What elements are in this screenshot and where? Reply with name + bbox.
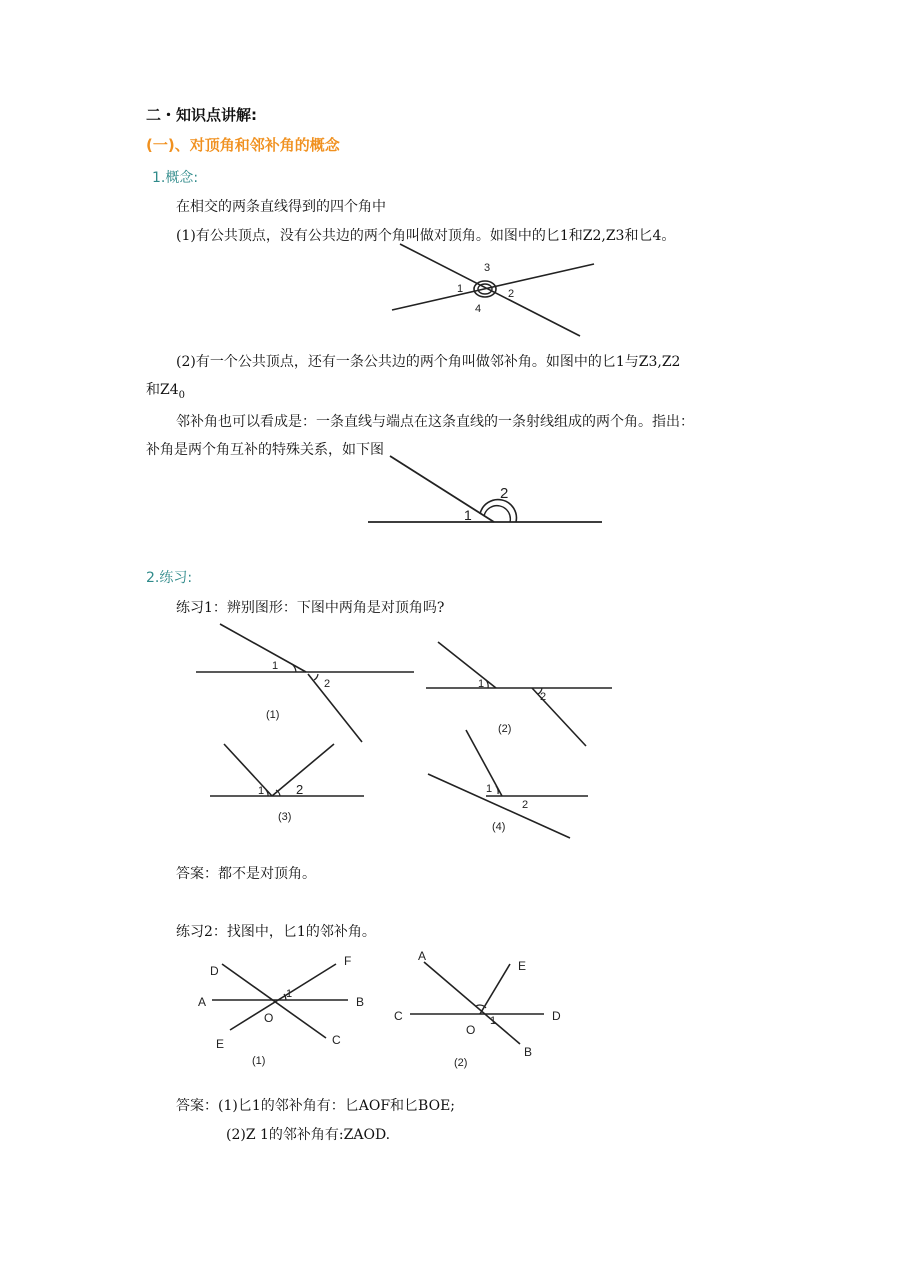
point-label-B: B <box>524 1045 533 1059</box>
point-label-A: A <box>418 949 427 963</box>
angle-label-1: 1 <box>286 988 293 1000</box>
point-label-D: D <box>210 964 219 978</box>
figure-caption: (4) <box>492 821 506 833</box>
exercise1-answer: 答案：都不是对顶角。 <box>176 866 316 882</box>
angle-label-1: 1 <box>490 1015 497 1027</box>
note-line2: 补角是两个角互补的特殊关系，如下图 <box>146 442 384 458</box>
exercise2-answer-1: 答案：(1)匕1的邻补角有：匕AOF和匕BOE; <box>176 1098 456 1114</box>
point-label-A: A <box>198 995 207 1009</box>
exercise1-figure-3 <box>210 742 370 827</box>
point-label-B: B <box>356 995 365 1009</box>
exercise1-figure-1 <box>196 622 416 752</box>
point-label-C: C <box>394 1009 403 1023</box>
definition-vertical-angles: (1)有公共顶点，没有公共边的两个角叫做对顶角。如图中的匕1和Z2,Z3和匕4。 <box>176 228 676 244</box>
concept-intro: 在相交的两条直线得到的四个角中 <box>176 199 386 215</box>
angle-label-1: 1 <box>457 283 464 295</box>
angle-label-2: 2 <box>540 691 547 703</box>
figure-caption: (3) <box>278 811 292 823</box>
definition-adjacent-line2: 和$Z4_0$ <box>146 382 186 401</box>
point-label-E: E <box>518 959 527 973</box>
practice-heading: 2.练习: <box>146 570 193 586</box>
point-label-O: O <box>466 1023 476 1037</box>
exercise2-figure-2 <box>392 944 572 1074</box>
note-line1: 邻补角也可以看成是：一条直线与端点在这条直线的一条射线组成的两个角。指出： <box>176 414 694 430</box>
exercise2-answer-2: (2)Z 1的邻补角有:ZAOD. <box>226 1127 391 1143</box>
vertical-angles-figure <box>380 240 620 340</box>
figure-caption: (2) <box>454 1057 468 1069</box>
angle-label-3: 3 <box>484 262 491 274</box>
angle-label-1: 1 <box>258 785 265 797</box>
concept-heading: 1.概念: <box>152 170 199 186</box>
angle-label-2: 2 <box>522 799 529 811</box>
point-label-O: O <box>264 1011 274 1025</box>
angle-label-4: 4 <box>475 303 482 315</box>
figure-caption: (1) <box>252 1055 266 1067</box>
exercise1-question: 练习1：辨别图形：下图中两角是对顶角吗? <box>176 600 445 616</box>
exercise2-figure-1 <box>196 954 376 1074</box>
figure-caption: (1) <box>266 709 280 721</box>
figure-caption: (2) <box>498 723 512 735</box>
angle-label-2: 2 <box>296 782 304 797</box>
adjacent-angles-figure <box>366 450 606 530</box>
angle-label-2: 2 <box>500 485 509 502</box>
ray <box>390 456 494 522</box>
angle-arc-2-inner <box>484 506 510 522</box>
angle-label-2: 2 <box>508 288 515 300</box>
angle-label-1: 1 <box>486 783 493 795</box>
section-title: 二・知识点讲解: <box>146 106 257 124</box>
point-label-D: D <box>552 1009 561 1023</box>
definition-adjacent-line1: (2)有一个公共顶点，还有一条公共边的两个角叫做邻补角。如图中的匕1与Z3,Z2 <box>176 354 681 370</box>
point-label-C: C <box>332 1033 341 1047</box>
exercise1-figure-4 <box>426 728 596 843</box>
point-label-E: E <box>216 1037 225 1051</box>
point-label-F: F <box>344 954 352 968</box>
exercise2-question: 练习2：找图中，匕1的邻补角。 <box>176 924 376 940</box>
angle-label-1: 1 <box>478 678 485 690</box>
angle-label-2: 2 <box>324 678 331 690</box>
subsection-title: (一)、对顶角和邻补角的概念 <box>146 136 340 154</box>
angle-label-1: 1 <box>464 507 472 523</box>
line-a <box>400 244 580 336</box>
angle-label-1: 1 <box>272 660 279 672</box>
line-b <box>392 264 594 310</box>
